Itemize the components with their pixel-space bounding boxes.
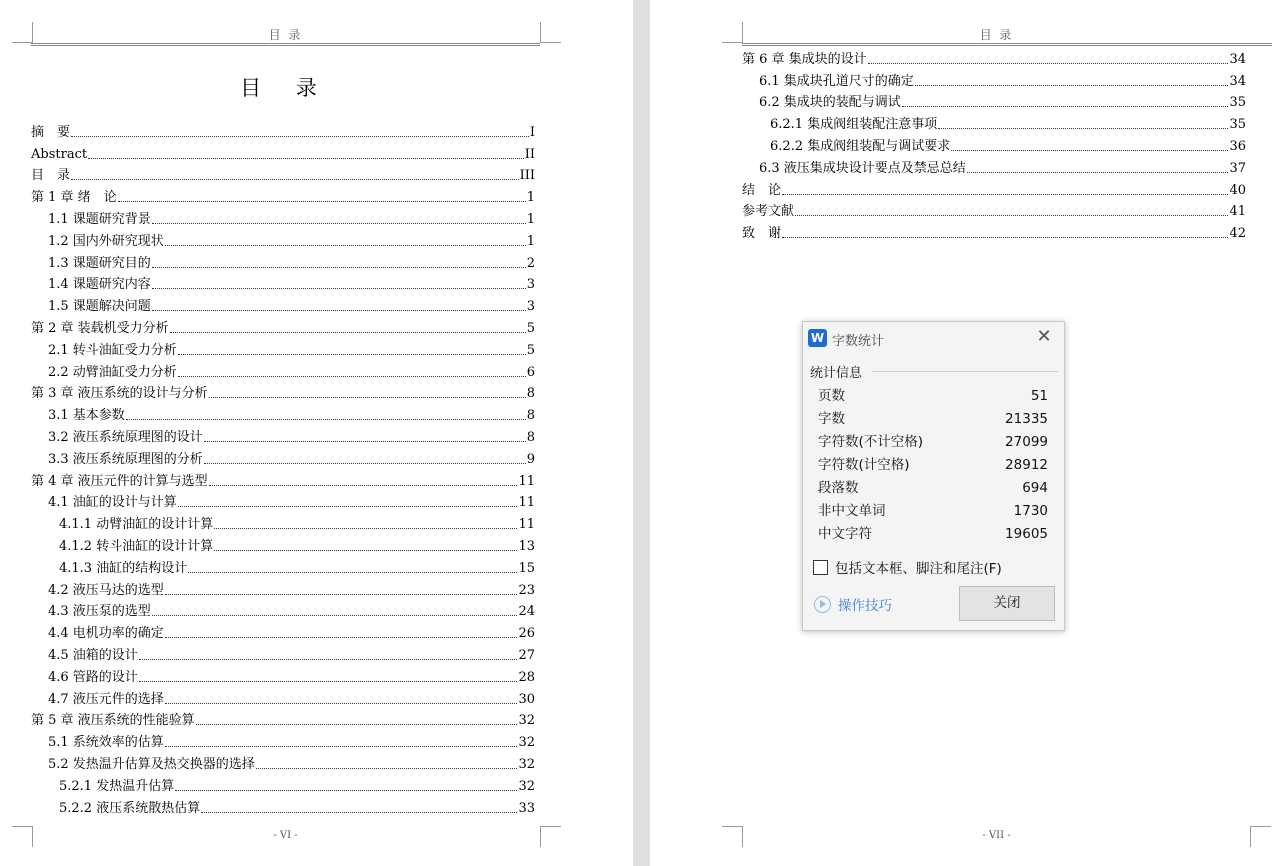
toc-dot-leader — [152, 223, 526, 224]
toc-entry-title: 4.5 油箱的设计 — [48, 647, 138, 663]
toc-entry[interactable] — [31, 314, 535, 336]
toc-entry-title: 6.2.1 集成阀组装配注意事项 — [770, 117, 938, 133]
toc-entry-page: 3 — [526, 277, 535, 293]
page-header-rule — [31, 43, 540, 46]
toc-entry[interactable] — [31, 772, 535, 794]
toc-entry-page: 6 — [526, 364, 535, 380]
play-circle-icon — [814, 596, 831, 613]
toc-dot-leader — [152, 615, 518, 616]
toc-entry-title: 4.2 液压马达的选型 — [48, 582, 164, 598]
toc-entry-title: 3.2 液压系统原理图的设计 — [48, 429, 203, 445]
toc-title: 目 录 — [240, 76, 331, 100]
toc-entry-page: 34 — [1229, 51, 1246, 67]
toc-entry-title: 参考文献 — [742, 204, 795, 220]
toc-entry[interactable] — [31, 467, 535, 489]
toc-entry-title: 5.2 发热温升估算及热交换器的选择 — [48, 756, 255, 772]
wps-app-icon: W — [808, 329, 827, 347]
toc-entry-page: 1 — [526, 190, 535, 206]
toc-entry-page: 5 — [526, 320, 535, 336]
toc-list — [31, 118, 535, 816]
toc-entry-page: 34 — [1229, 73, 1246, 89]
page-footer-number: - VII - — [982, 830, 1011, 841]
toc-dot-leader — [165, 703, 518, 704]
toc-entry-title: 第 2 章 装载机受力分析 — [31, 320, 169, 336]
toc-entry[interactable] — [31, 401, 535, 423]
toc-entry[interactable] — [742, 132, 1246, 154]
toc-entry-title: Abstract — [31, 146, 88, 162]
section-divider — [872, 371, 1058, 372]
toc-entry[interactable] — [742, 110, 1246, 132]
toc-entry-page: 1 — [526, 233, 535, 249]
toc-entry-title: 5.2.1 发热温升估算 — [59, 778, 175, 794]
toc-entry[interactable] — [31, 794, 535, 816]
toc-entry[interactable] — [742, 45, 1246, 67]
toc-entry-title: 4.1.1 动臂油缸的设计计算 — [59, 517, 214, 533]
toc-entry-title: 1.3 课题研究目的 — [48, 255, 151, 271]
toc-entry-page: 13 — [518, 538, 535, 554]
stat-row — [818, 408, 1048, 431]
toc-entry-page: 26 — [518, 626, 535, 642]
toc-dot-leader — [214, 550, 517, 551]
stat-value: 21335 — [1005, 411, 1048, 427]
toc-entry-title: 4.6 管路的设计 — [48, 669, 138, 685]
toc-entry-title: 目 录 — [31, 168, 71, 184]
toc-entry[interactable] — [742, 176, 1246, 198]
toc-dot-leader — [165, 594, 518, 595]
toc-entry[interactable] — [31, 576, 535, 598]
stat-row — [818, 500, 1048, 523]
toc-entry[interactable] — [31, 162, 535, 184]
stat-value: 27099 — [1005, 434, 1048, 450]
toc-entry[interactable] — [31, 619, 535, 641]
stat-value: 28912 — [1005, 457, 1048, 473]
toc-entry-title: 第 3 章 液压系统的设计与分析 — [31, 386, 208, 402]
stat-label: 非中文单词 — [818, 503, 886, 519]
toc-entry-title: 6.2.2 集成阀组装配与调试要求 — [770, 138, 951, 154]
toc-entry-title: 第 1 章 绪 论 — [31, 190, 117, 206]
toc-entry-page: III — [519, 168, 535, 184]
toc-entry-title: 4.3 液压泵的选型 — [48, 604, 151, 620]
toc-entry-title: 第 5 章 液压系统的性能验算 — [31, 713, 195, 729]
toc-entry-page: 15 — [518, 560, 535, 576]
stat-row — [818, 385, 1048, 408]
toc-dot-leader — [88, 158, 524, 159]
stat-label: 中文字符 — [818, 526, 872, 542]
close-icon[interactable]: ✕ — [1036, 326, 1052, 347]
toc-entry-title: 6.2 集成块的装配与调试 — [759, 95, 901, 111]
toc-entry-page: 28 — [518, 669, 535, 685]
stat-row — [818, 523, 1048, 546]
toc-entry[interactable] — [31, 685, 535, 707]
toc-dot-leader — [170, 332, 526, 333]
toc-entry-page: 35 — [1229, 117, 1246, 133]
toc-dot-leader — [139, 659, 518, 660]
stat-label: 字数 — [818, 411, 845, 427]
toc-entry[interactable] — [31, 140, 535, 162]
tips-label: 操作技巧 — [838, 598, 892, 614]
toc-entry[interactable] — [31, 663, 535, 685]
stat-label: 段落数 — [818, 480, 859, 496]
dialog-titlebar[interactable] — [803, 322, 1064, 354]
toc-entry[interactable] — [31, 249, 535, 271]
toc-entry[interactable] — [31, 205, 535, 227]
toc-entry-title: 1.5 课题解决问题 — [48, 299, 151, 315]
toc-entry-title: 3.3 液压系统原理图的分析 — [48, 451, 203, 467]
toc-entry-page: 37 — [1229, 160, 1246, 176]
word-count-dialog — [802, 321, 1065, 631]
stat-label: 字符数(计空格) — [818, 457, 910, 473]
toc-dot-leader — [126, 419, 526, 420]
toc-entry[interactable] — [31, 183, 535, 205]
toc-entry[interactable] — [31, 445, 535, 467]
toc-dot-leader — [178, 354, 526, 355]
page-corner-mark — [722, 22, 743, 43]
toc-entry-title: 4.7 液压元件的选择 — [48, 691, 164, 707]
toc-entry-page: 41 — [1229, 204, 1246, 220]
toc-entry-title: 1.2 国内外研究现状 — [48, 233, 164, 249]
toc-entry-page: 32 — [518, 778, 535, 794]
toc-entry[interactable] — [31, 292, 535, 314]
toc-entry-title: 第 6 章 集成块的设计 — [742, 51, 867, 67]
toc-entry-page: 30 — [518, 691, 535, 707]
toc-entry[interactable] — [742, 89, 1246, 111]
toc-entry-page: 8 — [526, 429, 535, 445]
page-header-title: 目 录 — [979, 28, 1014, 42]
tips-link[interactable] — [814, 594, 892, 614]
toc-dot-leader — [165, 746, 518, 747]
toc-entry[interactable] — [31, 598, 535, 620]
checkbox-label: 包括文本框、脚注和尾注(F) — [835, 561, 1002, 577]
toc-entry[interactable] — [742, 219, 1246, 241]
toc-entry-page: 42 — [1229, 226, 1246, 242]
toc-dot-leader — [951, 150, 1228, 151]
toc-dot-leader — [188, 572, 517, 573]
toc-entry-page: 32 — [518, 713, 535, 729]
toc-entry-page: 8 — [526, 386, 535, 402]
stat-row — [818, 454, 1048, 477]
toc-entry-page: 35 — [1229, 95, 1246, 111]
page-header-title: 目 录 — [268, 28, 303, 42]
toc-entry[interactable] — [31, 728, 535, 750]
toc-entry[interactable] — [742, 67, 1246, 89]
toc-entry[interactable] — [31, 489, 535, 511]
toc-dot-leader — [209, 397, 526, 398]
stat-value: 1730 — [1013, 503, 1048, 519]
stat-value: 694 — [1022, 480, 1048, 496]
toc-entry-title: 第 4 章 液压元件的计算与选型 — [31, 473, 208, 489]
toc-entry-title: 4.1.2 转斗油缸的设计计算 — [59, 538, 214, 554]
page-footer-number: - VI - — [273, 830, 298, 841]
toc-entry[interactable] — [31, 380, 535, 402]
toc-entry-page: 9 — [526, 451, 535, 467]
toc-entry-page: 1 — [526, 211, 535, 227]
section-label: 统计信息 — [810, 366, 863, 381]
toc-entry-title: 致 谢 — [742, 226, 782, 242]
stats-list — [818, 385, 1048, 546]
toc-entry[interactable] — [742, 154, 1246, 176]
page-corner-mark — [540, 826, 561, 847]
toc-list — [742, 45, 1246, 241]
toc-entry-page: 40 — [1229, 182, 1246, 198]
toc-entry[interactable] — [31, 336, 535, 358]
toc-dot-leader — [256, 768, 518, 769]
toc-entry-page: 23 — [518, 582, 535, 598]
toc-entry-page: I — [529, 124, 535, 140]
toc-dot-leader — [175, 790, 517, 791]
include-textbox-footnotes-checkbox[interactable] — [813, 560, 828, 575]
page-corner-mark — [1250, 826, 1271, 847]
toc-dot-leader — [165, 637, 518, 638]
toc-dot-leader — [868, 63, 1229, 64]
toc-dot-leader — [178, 376, 526, 377]
toc-entry-page: 27 — [518, 647, 535, 663]
toc-dot-leader — [902, 106, 1229, 107]
stat-value: 19605 — [1005, 526, 1048, 542]
toc-entry-title: 4.1.3 油缸的结构设计 — [59, 560, 188, 576]
toc-dot-leader — [201, 812, 517, 813]
toc-entry-page: 2 — [526, 255, 535, 271]
stat-row — [818, 477, 1048, 500]
toc-entry[interactable] — [31, 510, 535, 532]
toc-entry-title: 2.1 转斗油缸受力分析 — [48, 342, 177, 358]
toc-entry-title: 摘 要 — [31, 124, 71, 140]
toc-entry-page: 5 — [526, 342, 535, 358]
toc-dot-leader — [214, 528, 517, 529]
toc-entry-page: 11 — [518, 517, 535, 533]
toc-dot-leader — [196, 724, 518, 725]
toc-entry-title: 5.1 系统效率的估算 — [48, 735, 164, 751]
toc-dot-leader — [118, 201, 526, 202]
toc-entry-page: 3 — [526, 299, 535, 315]
toc-dot-leader — [209, 485, 518, 486]
toc-entry[interactable] — [31, 641, 535, 663]
toc-dot-leader — [152, 267, 526, 268]
toc-entry[interactable] — [31, 227, 535, 249]
page-corner-mark — [722, 826, 743, 847]
toc-entry-title: 2.2 动臂油缸受力分析 — [48, 364, 177, 380]
document-page-left — [0, 0, 633, 866]
stat-value: 51 — [1030, 388, 1048, 404]
toc-dot-leader — [178, 506, 518, 507]
toc-entry-title: 4.4 电机功率的确定 — [48, 626, 164, 642]
toc-entry-page: 36 — [1229, 138, 1246, 154]
toc-entry-title: 1.1 课题研究背景 — [48, 211, 151, 227]
toc-entry-title: 5.2.2 液压系统散热估算 — [59, 800, 201, 816]
stat-label: 字符数(不计空格) — [818, 434, 924, 450]
toc-entry-page: II — [524, 146, 535, 162]
toc-dot-leader — [152, 310, 526, 311]
stat-label: 页数 — [818, 388, 845, 404]
toc-dot-leader — [165, 245, 526, 246]
toc-dot-leader — [152, 288, 526, 289]
toc-entry[interactable] — [31, 554, 535, 576]
toc-entry-page: 8 — [526, 408, 535, 424]
toc-dot-leader — [782, 237, 1228, 238]
toc-entry-page: 33 — [518, 800, 535, 816]
toc-dot-leader — [139, 681, 518, 682]
toc-entry-page: 32 — [518, 735, 535, 751]
toc-dot-leader — [795, 215, 1228, 216]
toc-dot-leader — [204, 441, 526, 442]
toc-entry[interactable] — [31, 750, 535, 772]
toc-entry[interactable] — [742, 198, 1246, 220]
page-corner-mark — [12, 826, 33, 847]
toc-dot-leader — [204, 463, 526, 464]
toc-dot-leader — [967, 172, 1229, 173]
toc-dot-leader — [782, 194, 1228, 195]
toc-entry-title: 4.1 油缸的设计与计算 — [48, 495, 177, 511]
toc-entry-page: 24 — [518, 604, 535, 620]
page-corner-mark — [540, 22, 561, 43]
include-textbox-footnotes-checkbox-row[interactable] — [813, 557, 1002, 577]
toc-entry[interactable] — [31, 118, 535, 140]
toc-dot-leader — [938, 128, 1228, 129]
toc-dot-leader — [71, 136, 529, 137]
page-gutter — [633, 0, 650, 866]
page-corner-mark — [12, 22, 33, 43]
toc-entry[interactable] — [31, 423, 535, 445]
toc-entry-page: 11 — [518, 473, 535, 489]
toc-entry[interactable] — [31, 358, 535, 380]
toc-entry[interactable] — [31, 271, 535, 293]
toc-entry-title: 6.1 集成块孔道尺寸的确定 — [759, 73, 914, 89]
close-button[interactable]: 关闭 — [959, 586, 1055, 621]
toc-entry-page: 32 — [518, 756, 535, 772]
toc-entry-title: 1.4 课题研究内容 — [48, 277, 151, 293]
toc-entry-page: 11 — [518, 495, 535, 511]
toc-entry[interactable] — [31, 707, 535, 729]
toc-entry-title: 6.3 液压集成块设计要点及禁忌总结 — [759, 160, 966, 176]
stat-row — [818, 431, 1048, 454]
toc-dot-leader — [71, 179, 519, 180]
toc-entry[interactable] — [31, 532, 535, 554]
dialog-title: 字数统计 — [832, 334, 885, 349]
toc-dot-leader — [915, 85, 1229, 86]
toc-entry-title: 3.1 基本参数 — [48, 408, 125, 424]
toc-entry-title: 结 论 — [742, 182, 782, 198]
